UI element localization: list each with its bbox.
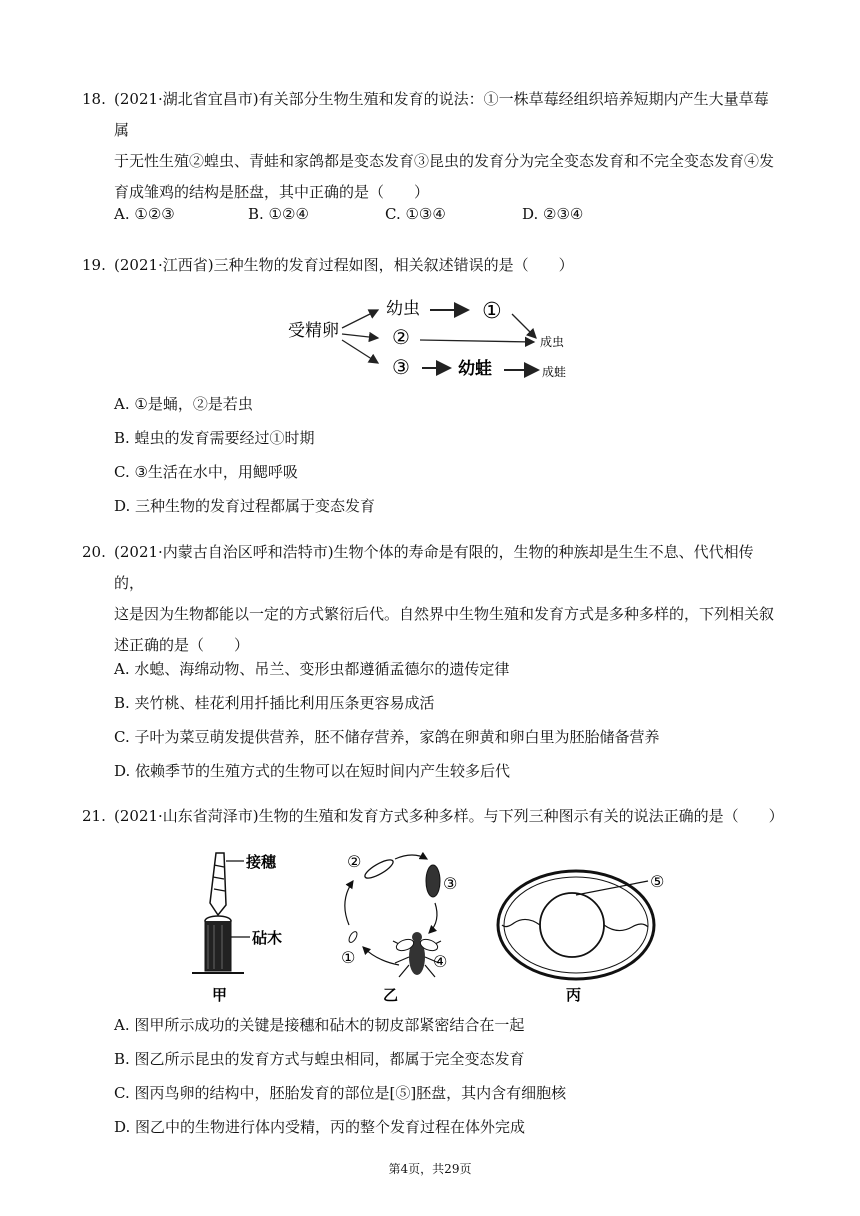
question-stem (114, 801, 782, 832)
figure-jia-label: 甲 (212, 986, 228, 1004)
arrow (342, 340, 378, 363)
adult-label: 成虫 (540, 335, 565, 349)
option-c: C. 子叶为菜豆萌发提供营养，胚不储存营养，家鸽在卵黄和卵白里为胚胎储备营养 (114, 728, 660, 746)
option-a: A. ①是蛹，②是若虫 (114, 395, 253, 413)
scion-illustration (210, 853, 226, 915)
option-a: A. ①②③ (114, 205, 175, 223)
egg-shape (347, 930, 358, 943)
rootstock-illustration (192, 916, 244, 973)
option-d: D. ②③④ (522, 205, 584, 223)
page-footer: 第4页，共29页 (388, 1162, 472, 1176)
option-b: B. 蝗虫的发育需要经过①时期 (114, 429, 315, 447)
option-a: A. 水螅、海绵动物、吊兰、变形虫都遵循孟德尔的遗传定律 (114, 660, 510, 678)
larva-label: 幼虫 (386, 299, 420, 319)
figure-bing-label: 丙 (566, 986, 582, 1004)
stem-line: (2021·湖北省宜昌市)有关部分生物生殖和发育的说法：①一株草莓经组织培养短期内产生大量草莓属 (114, 90, 769, 139)
arrow (512, 314, 536, 338)
development-diagram (282, 288, 592, 388)
stage-2-marker: ② (392, 325, 410, 349)
option-c: C. 图丙鸟卵的结构中，胚胎发育的部位是[⑤]胚盘，其内含有细胞核 (114, 1084, 567, 1102)
figure-yi-label: 乙 (383, 986, 399, 1004)
fertilized-egg-label: 受精卵 (288, 321, 339, 341)
option-c: C. ①③④ (385, 205, 446, 223)
question-number: 21. (82, 807, 106, 825)
option-c: C. ③生活在水中，用鳃呼吸 (114, 463, 298, 481)
question-20 (82, 537, 782, 654)
option-b: B. 夹竹桃、桂花利用扦插比利用压条更容易成活 (114, 694, 435, 712)
scion-label: 接穗 (246, 853, 277, 871)
question-stem (114, 250, 782, 281)
arrow (363, 947, 399, 965)
pupa-shape (426, 865, 440, 897)
stem-line: 于无性生殖②蝗虫、青蛙和家鸽都是变态发育③昆虫的发育分为完全变态发育和不完全变态发育④发 (114, 152, 775, 170)
frog-label: 成蛙 (542, 365, 567, 379)
question-18 (82, 84, 782, 201)
option-d: D. 依赖季节的生殖方式的生物可以在短时间内产生较多后代 (114, 762, 511, 780)
stem-line: (2021·内蒙古自治区呼和浩特市)生物个体的寿命是有限的，生物的种族却是生生不息、代代相传的， (114, 543, 754, 592)
larva-shape (363, 857, 396, 882)
question-number: 18. (82, 90, 106, 108)
yolk-shape (540, 893, 604, 957)
option-a: A. 图甲所示成功的关键是接穗和砧木的韧皮部紧密结合在一起 (114, 1016, 525, 1034)
arrow (342, 334, 378, 338)
arrow (420, 340, 534, 342)
question-number: 20. (82, 543, 106, 561)
question-21 (82, 801, 782, 833)
insect-lifecycle-figure (333, 845, 463, 1005)
option-b: B. 图乙所示昆虫的发育方式与蝗虫相同，都属于完全变态发育 (114, 1050, 525, 1068)
stem-line: 述正确的是（ ） (114, 636, 250, 654)
question-stem (114, 84, 782, 208)
grafting-figure (188, 845, 298, 1005)
arrow (429, 903, 437, 933)
option-b: B. ①②④ (248, 205, 309, 223)
stock-label: 砧木 (252, 929, 283, 947)
stage-2-marker: ② (347, 852, 362, 871)
option-d: D. 图乙中的生物进行体内受精，丙的整个发育过程在体外完成 (114, 1118, 526, 1136)
option-d: D. 三种生物的发育过程都属于变态发育 (114, 497, 376, 515)
arrow (395, 855, 427, 859)
stage-3-marker: ③ (443, 874, 458, 893)
tadpole-label: 幼蛙 (458, 359, 492, 379)
stem-line: 这是因为生物都能以一定的方式繁衍后代。自然界中生物生殖和发育方式是多种多样的，下列相关叙 (114, 605, 775, 623)
stem-line: (2021·山东省菏泽市)生物的生殖和发育方式多种多样。与下列三种图示有关的说法正确的是（ ） (114, 807, 784, 825)
question-stem (114, 537, 782, 661)
stem-line: 育成雏鸡的结构是胚盘，其中正确的是（ ） (114, 183, 430, 201)
stage-1-marker: ① (482, 299, 502, 324)
stem-line: (2021·江西省)三种生物的发育过程如图，相关叙述错误的是（ ） (114, 256, 574, 274)
blastodisc-marker: ⑤ (650, 872, 665, 891)
stage-4-marker: ④ (433, 952, 448, 971)
arrow (342, 310, 378, 328)
question-number: 19. (82, 256, 106, 274)
stage-3-marker: ③ (392, 355, 410, 379)
question-19 (82, 250, 782, 282)
bird-egg-figure (496, 845, 696, 1005)
stage-1-marker: ① (341, 948, 356, 967)
arrow (345, 881, 353, 925)
